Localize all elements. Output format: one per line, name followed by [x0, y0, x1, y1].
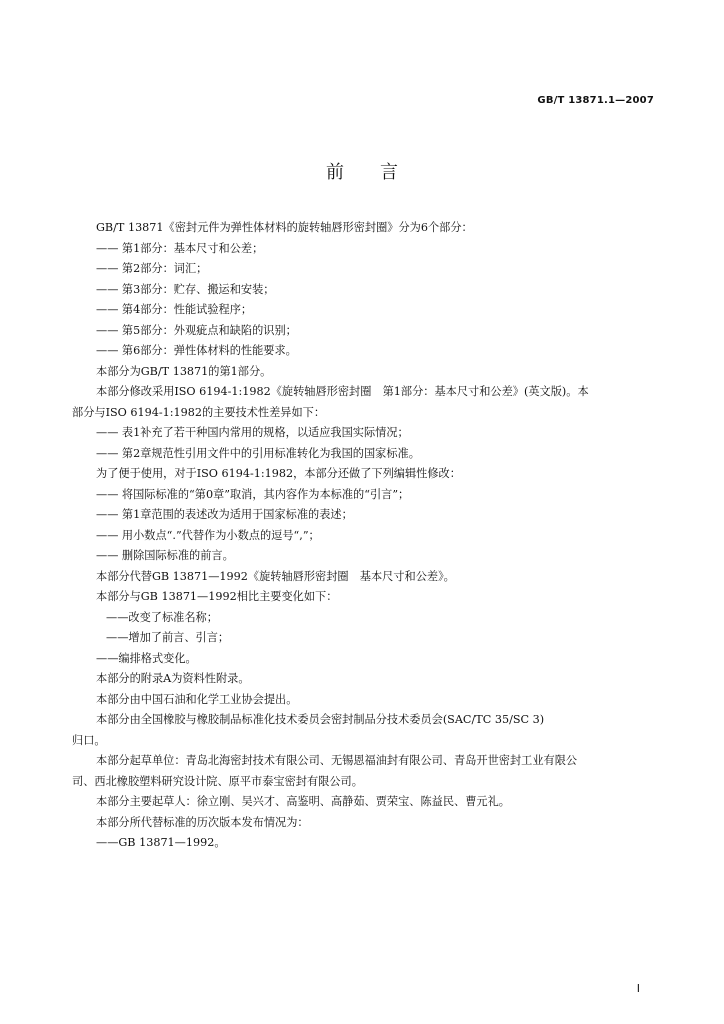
list-item: —— 第6部分：弹性体材料的性能要求。	[96, 344, 297, 357]
preface-body	[72, 218, 654, 854]
text-line: 为了便于使用，对于ISO 6194-1:1982，本部分还做了下列编辑性修改：	[96, 467, 461, 480]
list-item: —— 表1补充了若干种国内常用的规格，以适应我国实际情况；	[96, 426, 409, 439]
text-line: 归口。	[72, 733, 106, 747]
list-item: ——改变了标准名称；	[106, 610, 218, 624]
list-item: —— 第5部分：外观疵点和缺陷的识别；	[96, 323, 297, 337]
text-line: 本部分与GB 13871—1992相比主要变化如下：	[96, 590, 338, 603]
standard-number: GB/T 13871.1—2007	[537, 95, 654, 106]
page-title: 前言	[326, 162, 434, 183]
list-item: ——GB 13871—1992。	[96, 836, 226, 849]
list-item: —— 第1部分：基本尺寸和公差；	[96, 241, 264, 255]
list-item: —— 第4部分：性能试验程序；	[96, 303, 253, 316]
text-line: 部分与ISO 6194-1:1982的主要技术性差异如下：	[72, 405, 326, 419]
text-line: 本部分修改采用ISO 6194-1:1982《旋转轴唇形密封圈 第1部分：基本尺寸和公差》(英文版)。本	[96, 385, 589, 398]
list-item: ——编排格式变化。	[96, 651, 197, 665]
list-item: —— 用小数点“.”代替作为小数点的逗号“,”；	[96, 528, 320, 542]
text-line: GB/T 13871《密封元件为弹性体材料的旋转轴唇形密封圈》分为6个部分：	[96, 221, 473, 234]
text-line: 司、西北橡胶塑料研究设计院、原平市泰宝密封有限公司。	[72, 774, 363, 788]
list-item: —— 第3部分：贮存、搬运和安装；	[96, 282, 275, 296]
list-item: ——增加了前言、引言；	[106, 631, 230, 644]
text-line: 本部分起草单位：青岛北海密封技术有限公司、无锡恩福油封有限公司、青岛开世密封工业有限公	[96, 754, 578, 767]
text-line: 本部分代替GB 13871—1992《旋转轴唇形密封圈 基本尺寸和公差》。	[96, 569, 455, 583]
text-line: 本部分所代替标准的历次版本发布情况为：	[96, 815, 309, 829]
text-line: 本部分由全国橡胶与橡胶制品标准化技术委员会密封制品分技术委员会(SAC/TC 35/SC 3)	[96, 713, 545, 726]
list-item: —— 第1章范围的表述改为适用于国家标准的表述；	[96, 508, 353, 521]
list-item: —— 第2章规范性引用文件中的引用标准转化为我国的国家标准。	[96, 446, 420, 460]
text-line: 本部分主要起草人：徐立刚、吴兴才、高鉴明、高静茹、贾荣宝、陈益民、曹元礼。	[96, 795, 510, 808]
list-item: —— 删除国际标准的前言。	[96, 549, 234, 562]
text-line: 本部分的附录A为资料性附录。	[96, 672, 250, 685]
list-item: —— 第2部分：词汇；	[96, 262, 208, 275]
page-number: I	[636, 982, 640, 995]
list-item: —— 将国际标准的“第0章”取消，其内容作为本标准的“引言”；	[96, 487, 410, 501]
text-line: 本部分由中国石油和化学工业协会提出。	[96, 692, 298, 706]
text-line: 本部分为GB/T 13871的第1部分。	[96, 364, 272, 378]
